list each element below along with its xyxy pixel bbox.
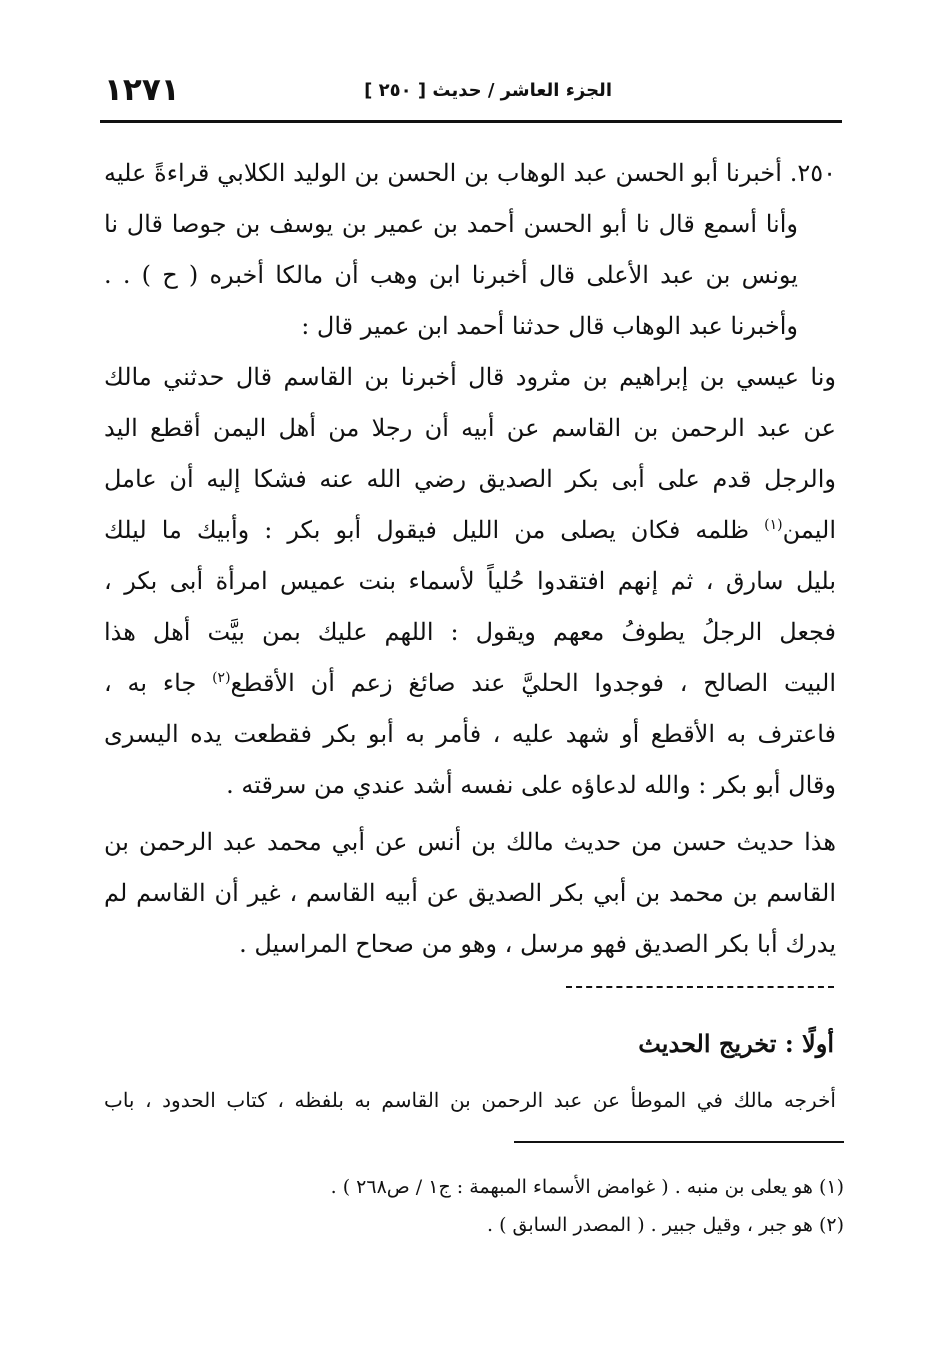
page-header xyxy=(100,68,842,118)
text-line: القاسم بن محمد بن أبي بكر الصديق عن أبيه القاسم ، غير أن القاسم لم xyxy=(104,879,836,907)
text-line: البيت الصالح ، فوجدوا الحليَّ عند صائغ زعم أن الأقطع$^{(٢)}$ جاء به ، xyxy=(104,669,836,697)
text-line: اليمن$^{(١)}$ ظلمه فكان يصلى من الليل فيقول أبو بكر : وأبيك ما ليلك xyxy=(104,516,836,544)
section-divider xyxy=(566,986,834,988)
text-line: وأنا أسمع قال نا أبو الحسن أحمد بن عمير بن يوسف بن جوصا قال نا xyxy=(104,210,798,238)
footnote-marker: (١) xyxy=(764,517,783,533)
text-line: بليل سارق ، ثم إنهم افتقدوا حُلياً لأسماء بنت عميس امرأة أبى بكر ، xyxy=(104,567,836,595)
text-line: عن عبد الرحمن بن القاسم عن أبيه أن رجلا من أهل اليمن أقطع اليد xyxy=(104,414,836,442)
page-number: ١٢٧١ xyxy=(104,72,180,108)
text-line: ٢٥٠. أخبرنا أبو الحسن عبد الوهاب بن الحسن بن الوليد الكلابي قراءةً عليه xyxy=(104,159,836,187)
text-line: وأخبرنا عبد الوهاب قال حدثنا أحمد ابن عمير قال : xyxy=(301,312,798,340)
footnote-marker: (٢) xyxy=(212,670,231,686)
header-rule xyxy=(100,120,842,123)
text-line: وقال أبو بكر : والله لدعاؤه على نفسه أشد عندي من سرقته . xyxy=(226,771,836,799)
section-heading: أولًا : تخريج الحديث xyxy=(638,1029,834,1058)
text-line: فجعل الرجلُ يطوفُ معهم ويقول : اللهم عليك بمن بيَّت أهل هذا xyxy=(104,618,836,646)
footnote-1: (١) هو يعلى بن منبه . ( غوامض الأسماء المبهمة : ج١ / ص٢٦٨ ) . xyxy=(330,1176,844,1198)
text-line: والرجل قدم على أبى بكر الصديق رضي الله عنه فشكا إليه أن عامل xyxy=(104,465,836,493)
footnotes xyxy=(104,1168,844,1244)
text-line: ونا عيسي بن إبراهيم بن مثرود قال أخبرنا بن القاسم قال حدثني مالك xyxy=(104,363,836,391)
text-line: فاعترف به الأقطع أو شهد عليه ، فأمر به أبو بكر فقطعت يده اليسرى xyxy=(104,720,836,748)
hadith-number: ٢٥٠. xyxy=(789,159,836,187)
text-line: يونس بن عبد الأعلى قال أخبرنا ابن وهب أن مالكا أخبره ( ح ) . . xyxy=(104,261,798,289)
footnote-2: (٢) هو جبر ، وقيل جبير . ( المصدر السابق ) . xyxy=(486,1214,844,1236)
running-title: الجزء العاشر / حديث [ ٢٥٠ ] xyxy=(364,80,612,101)
text-line: يدرك أبا بكر الصديق فهو مرسل ، وهو من صحاح المراسيل . xyxy=(239,930,836,958)
text-line: هذا حديث حسن من حديث مالك بن أنس عن أبي محمد عبد الرحمن بن xyxy=(104,828,836,856)
hadith-text xyxy=(104,148,836,970)
section-text: أخرجه مالك في الموطأ عن عبد الرحمن بن القاسم به بلفظه ، كتاب الحدود ، باب xyxy=(104,1088,836,1112)
footnote-rule xyxy=(514,1141,844,1143)
